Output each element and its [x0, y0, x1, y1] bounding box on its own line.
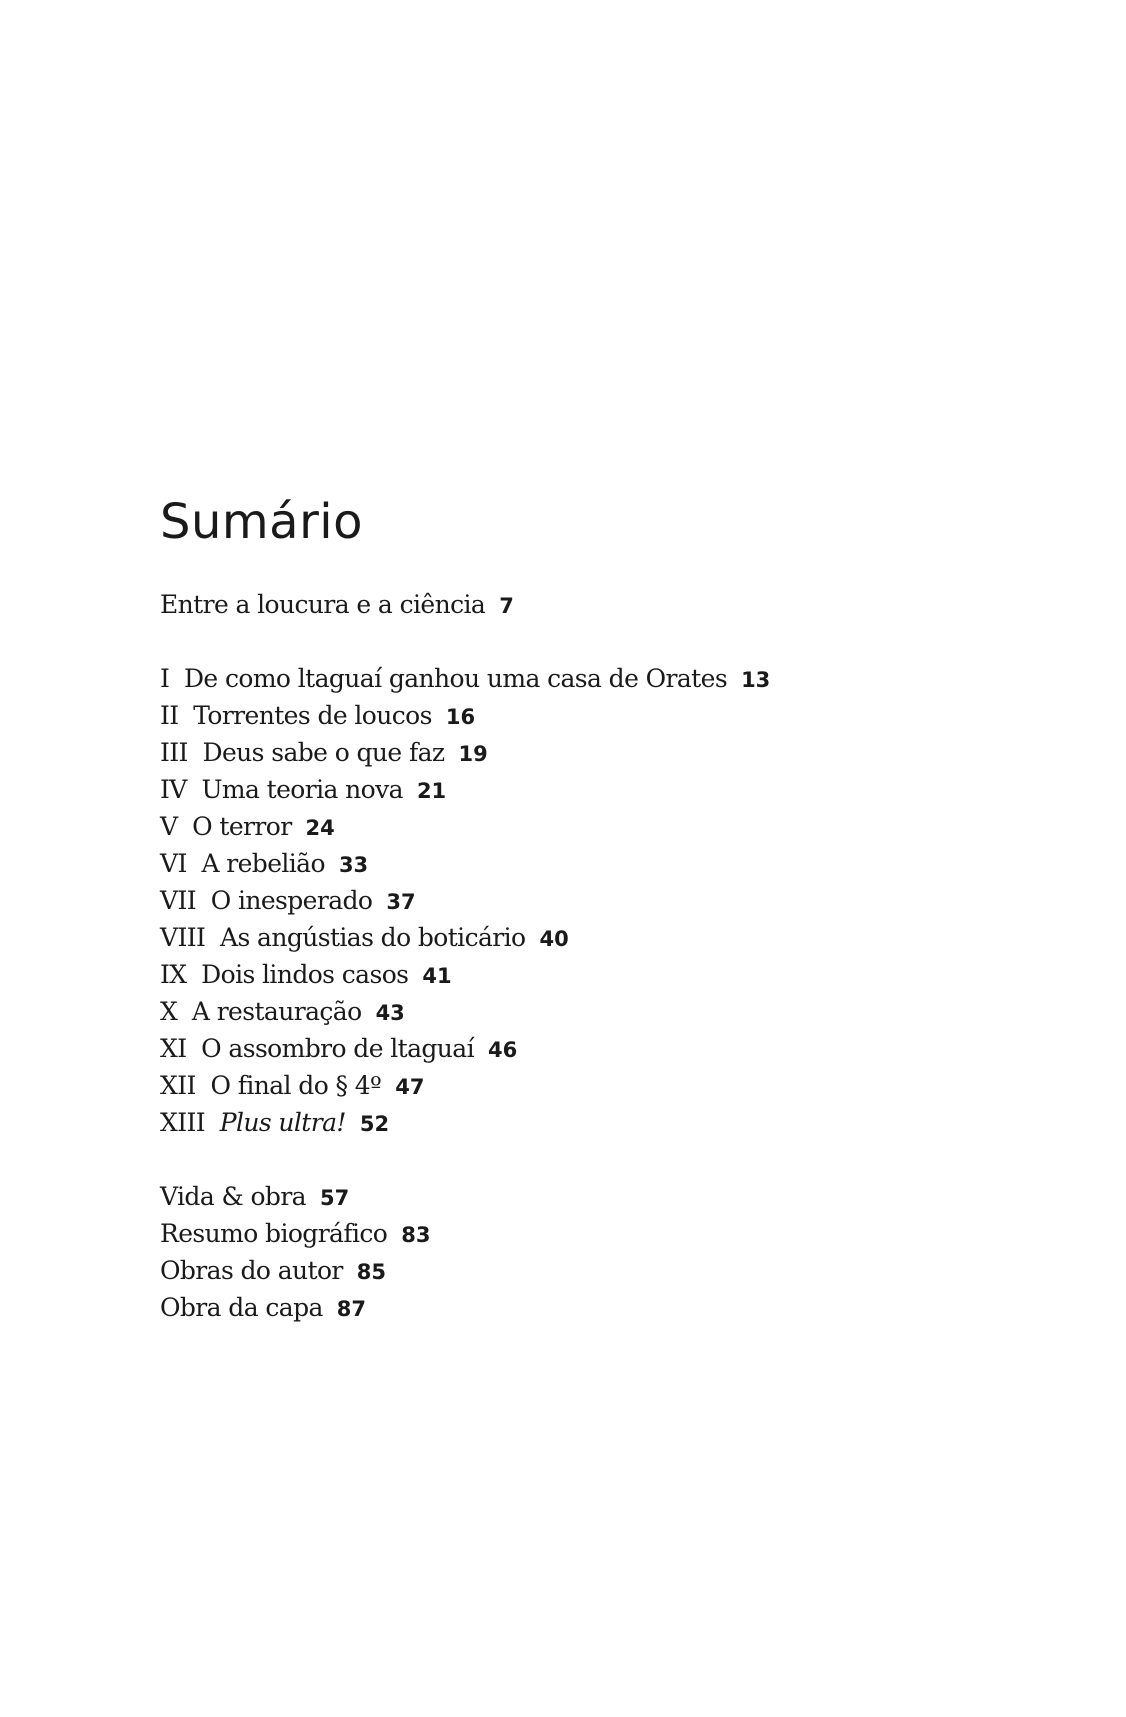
toc-entry-label: Vida & obra	[160, 1182, 306, 1211]
toc-entry-page-number: 13	[741, 668, 771, 692]
table-of-contents	[160, 586, 1060, 1326]
toc-entry	[160, 697, 1060, 734]
toc-entry-page-number: 85	[356, 1260, 387, 1284]
toc-entry-label: VII O inesperado	[160, 886, 373, 915]
toc-entry-page-number: 40	[539, 927, 569, 951]
toc-entry	[160, 882, 1060, 919]
toc-entry	[160, 993, 1060, 1030]
toc-entry	[160, 1030, 1060, 1067]
toc-entry-page-number: 43	[375, 1001, 405, 1025]
toc-entry-page-number: 87	[336, 1297, 367, 1321]
toc-entry-label: VI A rebelião	[160, 849, 325, 878]
toc-entry	[160, 586, 1060, 623]
toc-entry-page-number: 37	[386, 890, 416, 914]
toc-entry	[160, 1067, 1060, 1104]
toc-entry-page-number: 46	[488, 1038, 518, 1062]
toc-entry-label: II Torrentes de loucos	[160, 701, 432, 730]
toc-entry	[160, 1289, 1060, 1326]
toc-entry-label: XI O assombro de ltaguaí	[160, 1034, 474, 1063]
toc-entry-label: III Deus sabe o que faz	[160, 738, 445, 767]
toc-entry	[160, 956, 1060, 993]
toc-entry-label: Entre a loucura e a ciência	[160, 590, 486, 619]
toc-entry-label: XII O final do § 4º	[160, 1071, 382, 1100]
group-spacer	[160, 1141, 1060, 1178]
toc-entry-page-number: 24	[305, 816, 335, 840]
toc-entry-page-number: 57	[319, 1186, 350, 1210]
toc-entry	[160, 845, 1060, 882]
toc-entry	[160, 808, 1060, 845]
toc-entry	[160, 1178, 1060, 1215]
page-title: Sumário	[160, 494, 363, 550]
toc-entry-page-number: 16	[445, 705, 476, 729]
toc-entry-label: I De como ltaguaí ganhou uma casa de Orates	[160, 664, 728, 693]
toc-entry-label: V O terror	[160, 812, 292, 841]
toc-entry-label: XIII Plus ultra!	[160, 1108, 346, 1137]
toc-entry	[160, 919, 1060, 956]
toc-entry-label: Obra da capa	[160, 1293, 323, 1322]
toc-entry	[160, 1252, 1060, 1289]
toc-entry	[160, 1215, 1060, 1252]
group-spacer	[160, 623, 1060, 660]
toc-entry	[160, 660, 1060, 697]
toc-entry-label: VIII As angústias do boticário	[160, 923, 526, 952]
toc-entry	[160, 1104, 1060, 1141]
toc-entry-label: IX Dois lindos casos	[160, 960, 409, 989]
toc-entry-label: Resumo biográfico	[160, 1219, 388, 1248]
toc-entry-page-number: 19	[458, 742, 488, 766]
toc-entry-label: X A restauração	[160, 997, 362, 1026]
toc-entry-page-number: 21	[416, 779, 447, 803]
toc-entry-page-number: 52	[359, 1112, 390, 1136]
toc-entry-page-number: 47	[395, 1075, 425, 1099]
toc-entry-label: Obras do autor	[160, 1256, 343, 1285]
toc-entry-page-number: 41	[422, 964, 452, 988]
toc-entry-page-number: 33	[338, 853, 369, 877]
toc-entry-label: IV Uma teoria nova	[160, 775, 403, 804]
toc-entry-page-number: 7	[499, 594, 514, 618]
toc-entry-page-number: 83	[401, 1223, 431, 1247]
toc-entry	[160, 771, 1060, 808]
toc-entry	[160, 734, 1060, 771]
